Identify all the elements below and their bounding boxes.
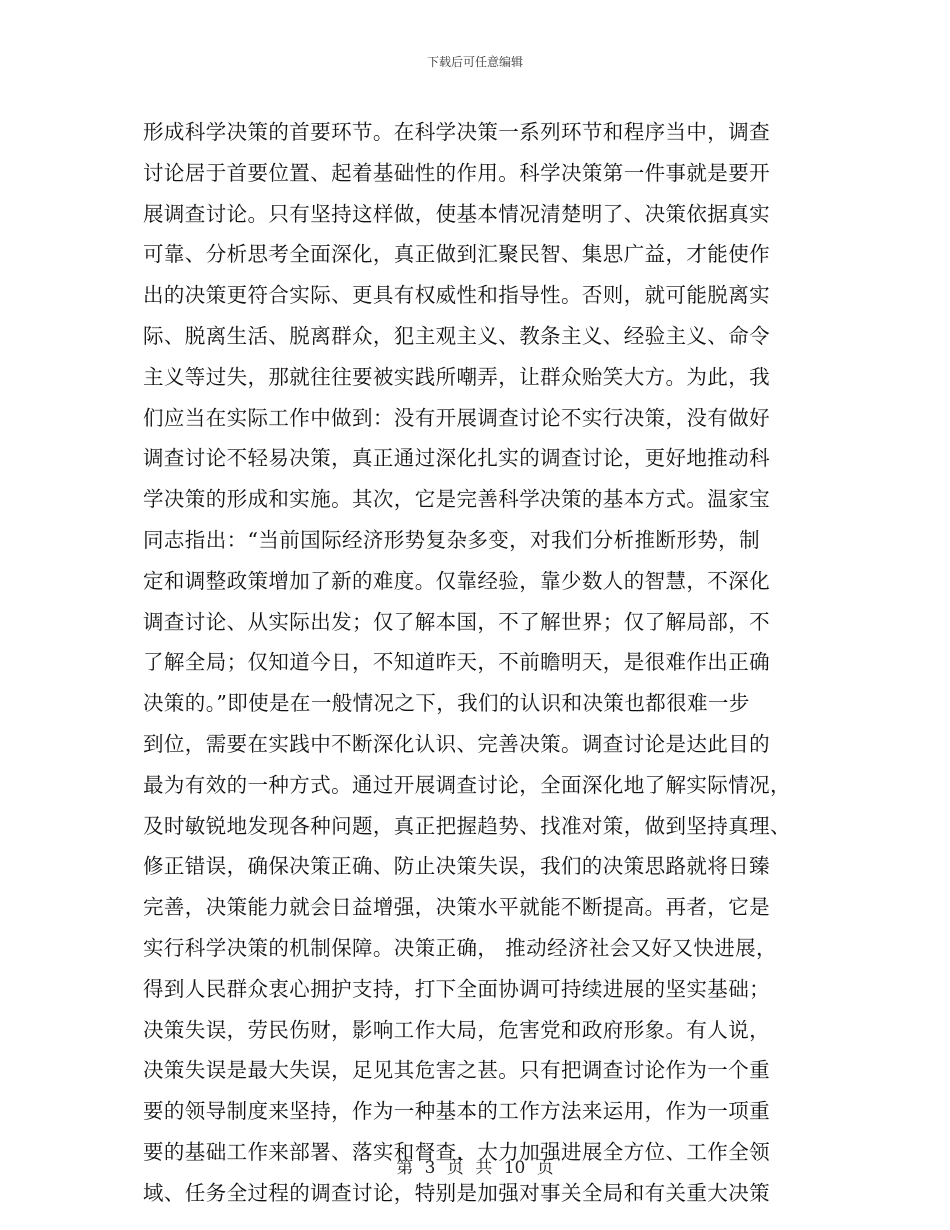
body-line: 修正错误，确保决策正确、防止决策失误，我们的决策思路就将日臻 xyxy=(143,854,770,879)
body-line: 调查讨论不轻易决策，真正通过深化扎实的调查讨论，更好地推动科 xyxy=(143,446,770,471)
body-line: 形成科学决策的首要环节。在科学决策一系列环节和程序当中，调查 xyxy=(143,120,770,144)
body-line: 完善，决策能力就会日益增强，决策水平就能不断提高。再者，它是 xyxy=(143,895,770,920)
body-line: 及时敏锐地发现各种问题，真正把握趋势、找准对策，做到坚持真理、 xyxy=(143,813,791,838)
body-line: 了解全局；仅知道今日，不知道昨天，不前瞻明天，是很难作出正确 xyxy=(143,650,770,675)
body-line: 到位，需要在实践中不断深化认识、完善决策。调查讨论是达此目的 xyxy=(143,731,770,756)
body-line: 定和调整政策增加了新的难度。仅靠经验，靠少数人的智慧，不深化 xyxy=(143,568,770,593)
page-header: 下载后可任意编辑 xyxy=(426,55,523,69)
body-line: 学决策的形成和实施。其次，它是完善科学决策的基本方式。温家宝 xyxy=(143,487,770,512)
body-line: 域、任务全过程的调查讨论，特别是加强对事关全局和有关重大决策 xyxy=(143,1180,770,1205)
body-line: 主义等过失，那就往往要被实践所嘲弄，让群众贻笑大方。为此，我 xyxy=(143,364,770,389)
page-footer: 第 3 页 共 10 页 xyxy=(396,1158,554,1178)
body-line: 可靠、分析思考全面深化，真正做到汇聚民智、集思广益，才能使作 xyxy=(143,242,770,267)
body-line: 出的决策更符合实际、更具有权威性和指导性。否则，就可能脱离实 xyxy=(143,283,770,308)
body-line: 决策失误是最大失误，足见其危害之甚。只有把调查讨论作为一个重 xyxy=(143,1058,770,1083)
body-line: 要的领导制度来坚持，作为一种基本的工作方法来运用，作为一项重 xyxy=(143,1099,770,1124)
body-line: 调查讨论、从实际出发；仅了解本国，不了解世界；仅了解局部，不 xyxy=(143,609,770,634)
document-body xyxy=(143,112,813,1214)
body-line: 决策失误，劳民伤财，影响工作大局，危害党和政府形象。有人说， xyxy=(143,1017,770,1042)
body-line: 得到人民群众衷心拥护支持，打下全面协调可持续进展的坚实基础； xyxy=(143,976,770,1001)
body-line: 决策的。”即使是在一般情况之下，我们的认识和决策也都很难一步 xyxy=(143,691,750,716)
body-line: 最为有效的一种方式。通过开展调查讨论，全面深化地了解实际情况， xyxy=(143,772,791,797)
body-line: 际、脱离生活、脱离群众，犯主观主义、教条主义、经验主义、命令 xyxy=(143,323,770,348)
body-line: 同志指出：“当前国际经济形势复杂多变，对我们分析推断形势，制 xyxy=(143,527,760,552)
body-line: 展调查讨论。只有坚持这样做，使基本情况清楚明了、决策依据真实 xyxy=(143,201,770,226)
body-line: 讨论居于首要位置、起着基础性的作用。科学决策第一件事就是要开 xyxy=(143,160,770,185)
body-line: 实行科学决策的机制保障。决策正确， 推动经济社会又好又快进展， xyxy=(143,935,777,960)
body-line: 们应当在实际工作中做到：没有开展调查讨论不实行决策，没有做好 xyxy=(143,405,770,430)
body-line: 要的基础工作来部署、落实和督查，大力加强进展全方位、工作全领 xyxy=(143,1139,770,1164)
